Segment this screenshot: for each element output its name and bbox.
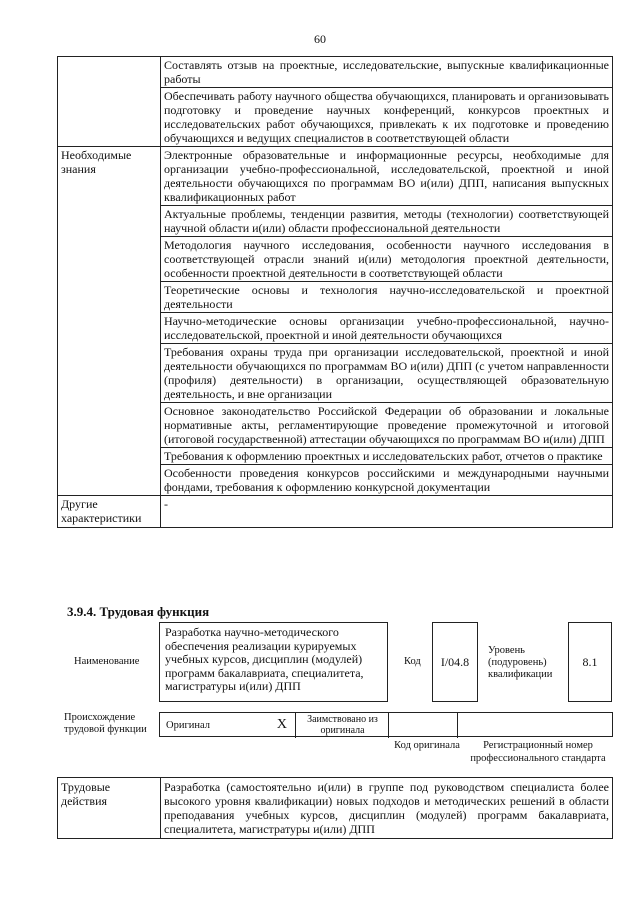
- original-cell: [160, 713, 296, 738]
- origin-label: Происхождение трудовой функции: [64, 712, 147, 735]
- row-text: Теоретические основы и технология научно-исследовательской и проектной деятельности: [161, 282, 613, 313]
- row-text: Особенности проведения конкурсов российскими и международными научными фондами, требования к оформлению конкурсной документации: [161, 465, 613, 496]
- row-text: Электронные образовательные и информационные ресурсы, необходимые для организации учебно-профессиональной, исследовательской, проектной и иной деятельности обучающихся по программам ВО и(или) ДПП, написания выпускных квалификационных работ: [161, 147, 613, 206]
- row-text: Методология научного исследования, особенности научного исследования в соответствующей отрасли знаний и(или) методология проектной деятельности, особенности проектной деятельности в соответствующей области: [161, 237, 613, 282]
- actions-text: Разработка (самостоятельно и(или) в группе под руководством специалиста более высокого уровня квалификации) новых подходов и методических решений в области преподавания учебных курсов, дисциплин (модулей) программ бакалавриата, специалитета, магистратуры и(или) ДПП: [161, 778, 613, 839]
- original-label: Оригинал: [166, 720, 210, 731]
- actions-table: [57, 777, 613, 839]
- code-caption: Код оригинала: [394, 740, 460, 751]
- row-text: Требования к оформлению проектных и исследовательских работ, отчетов о практике: [161, 448, 613, 465]
- row-text: Обеспечивать работу научного общества обучающихся, планировать и организовывать подготовку и проведение научных конференций, конкурсов проектных и исследовательских работ обучающихся, привлекать к их подготовке и проведению обучающихся и ведущих специалистов в соответствующей области: [161, 88, 613, 147]
- original-mark: X: [276, 717, 287, 732]
- name-label: Наименование: [74, 656, 140, 667]
- level-value-box: 8.1: [568, 622, 612, 702]
- section-title: 3.9.4. Трудовая функция: [67, 604, 210, 619]
- table-row: [58, 778, 613, 839]
- requirements-table: [57, 56, 613, 528]
- row-text: Основное законодательство Российской Федерации об образовании и локальные нормативные акты, регламентирующие проведение промежуточной и итоговой (итоговой государственной) аттестации обучающихся по программам ВО и(или) ДПП: [161, 403, 613, 448]
- table-row: [58, 496, 613, 528]
- origin-row: [159, 712, 613, 737]
- row-label-knowledge: Необходимые знания: [58, 147, 161, 496]
- function-code-box: I/04.8: [432, 622, 478, 702]
- table-row: [58, 147, 613, 206]
- function-name-box: Разработка научно-методического обеспечения реализации курируемых учебных курсов, дисциплин (модулей) программ бакалавриата, специалитета, магистратуры и(или) ДПП: [159, 622, 388, 702]
- row-text: Актуальные проблемы, тенденции развития, методы (технологии) соответствующей научной области и(или) области профессиональной деятельности: [161, 206, 613, 237]
- row-text: Требования охраны труда при организации исследовательской, проектной и иной деятельности обучающихся по программам ВО и(или) ДПП (с учетом направленности (профиля) деятельности) в организации, осуществляющей образовательную деятельность, и вне организации: [161, 344, 613, 403]
- registration-caption: Регистрационный номер профессионального стандарта: [470, 740, 606, 764]
- level-label: Уровень (подуровень) квалификации: [488, 645, 553, 680]
- code-label: Код: [404, 656, 421, 667]
- row-label: [58, 57, 161, 147]
- page-number: 60: [314, 32, 326, 46]
- registration-number-cell: [458, 713, 614, 738]
- row-text: Научно-методические основы организации учебно-профессиональной, научно-исследовательской, проектной и иной деятельности обучающихся: [161, 313, 613, 344]
- row-text: -: [161, 496, 613, 528]
- row-text: Составлять отзыв на проектные, исследовательские, выпускные квалификационные работы: [161, 57, 613, 88]
- actions-label: Трудовые действия: [58, 778, 161, 839]
- row-label-other: Другие характеристики: [58, 496, 161, 528]
- borrowed-label: Заимствовано из оригинала: [307, 714, 378, 736]
- table-row: [58, 57, 613, 88]
- borrowed-cell: [296, 713, 389, 738]
- original-code-cell: [389, 713, 458, 738]
